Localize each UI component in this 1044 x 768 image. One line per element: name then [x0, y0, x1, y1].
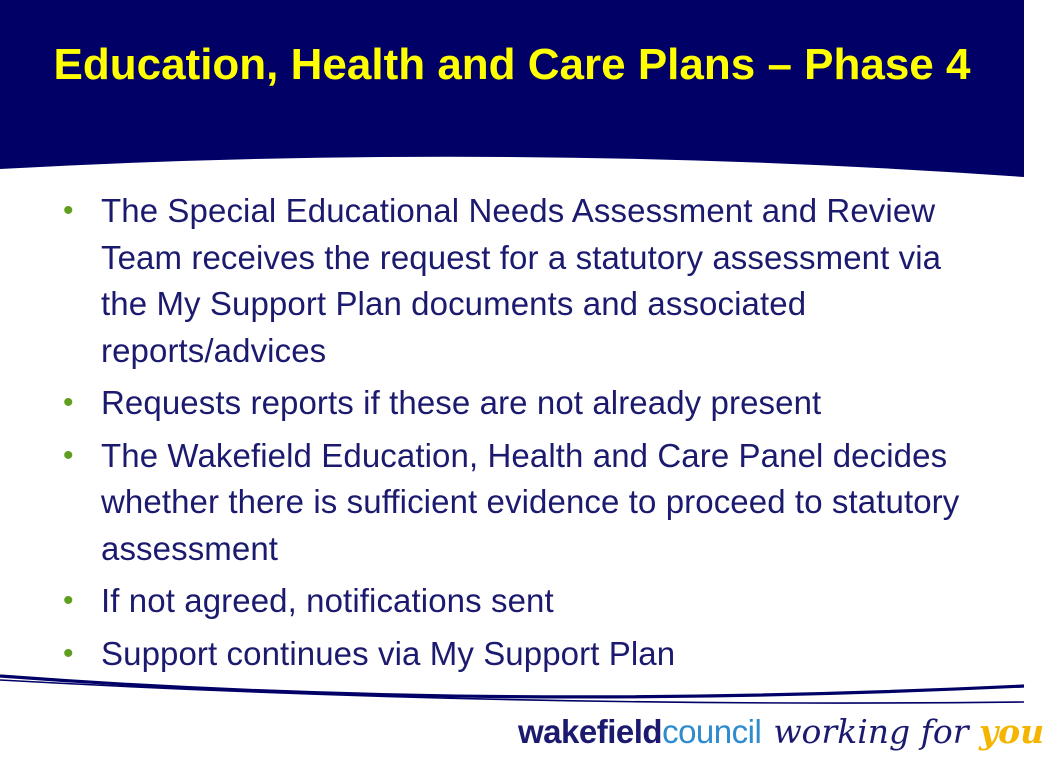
header-band — [0, 0, 1024, 200]
bullet-text: If not agreed, notifications sent — [101, 582, 554, 619]
logo-you-text: you — [978, 712, 1044, 751]
logo-working-for-text: working for — [773, 712, 979, 751]
bullet-item — [60, 188, 980, 374]
bullet-icon: • — [63, 438, 74, 472]
bullet-list — [60, 188, 980, 683]
bullet-text: Requests reports if these are not already present — [101, 384, 822, 421]
bullet-icon: • — [63, 636, 74, 670]
slide-title: Education, Health and Care Plans – Phase 4 — [53, 40, 971, 89]
bullet-icon: • — [63, 584, 74, 617]
bullet-text: The Special Educational Needs Assessment and Review Team receives the request for a statutory assessment via the My Support Plan documents and associated reports/advices — [101, 192, 942, 369]
wakefield-council-logo — [518, 712, 1044, 764]
bullet-item — [60, 433, 980, 573]
bullet-icon: • — [63, 194, 74, 227]
bullet-item — [60, 380, 980, 427]
bullet-icon: • — [63, 386, 74, 419]
logo-council-text: council — [662, 713, 762, 750]
logo-wakefield-text: wakefield — [518, 713, 663, 750]
bullet-text: The Wakefield Education, Health and Care Panel decides whether there is sufficient evidence to proceed to statutory assessment — [101, 436, 960, 567]
bullet-text: Support continues via My Support Plan — [101, 634, 676, 672]
bullet-item — [60, 578, 980, 625]
